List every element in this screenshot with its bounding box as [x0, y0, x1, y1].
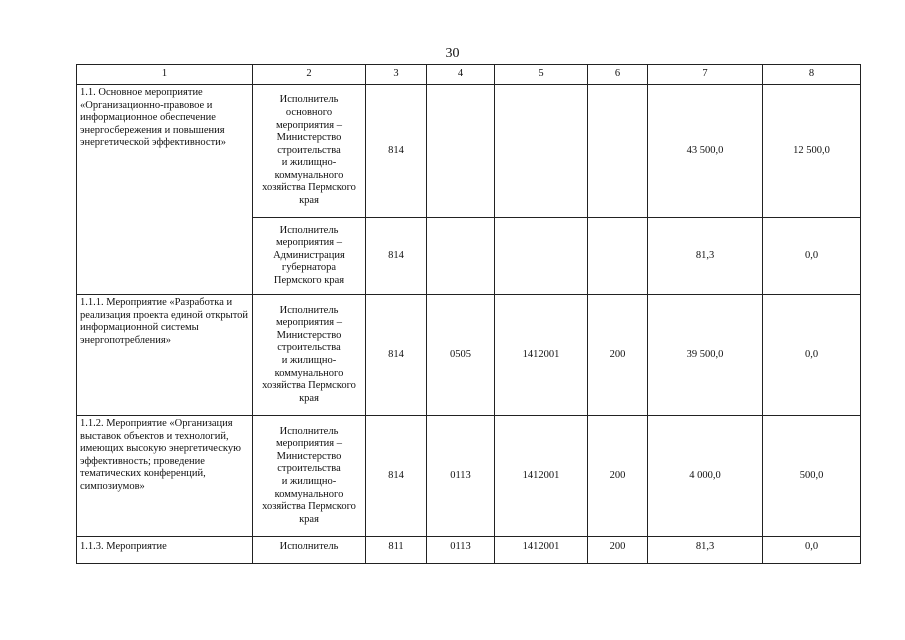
budget-table	[76, 64, 861, 564]
amount-cell: 81,3	[648, 537, 763, 564]
table-row	[77, 416, 861, 537]
column-header: 5	[495, 65, 588, 85]
table-header-row	[77, 65, 861, 85]
amount-cell: 0,0	[763, 295, 861, 416]
executor-cell: Исполнитель мероприятия – Министерство строительства и жилищно- коммунального хозяйства Пермского края	[253, 416, 366, 537]
expense-type-cell: 200	[588, 537, 648, 564]
amount-cell: 4 000,0	[648, 416, 763, 537]
table-row	[77, 537, 861, 564]
table-row	[77, 85, 861, 218]
amount-cell: 500,0	[763, 416, 861, 537]
code-cell: 814	[366, 416, 427, 537]
code-cell: 814	[366, 85, 427, 218]
amount-cell: 0,0	[763, 218, 861, 295]
column-header: 2	[253, 65, 366, 85]
target-item-cell	[495, 85, 588, 218]
target-item-cell: 1412001	[495, 295, 588, 416]
code-cell: 811	[366, 537, 427, 564]
section-cell	[427, 218, 495, 295]
target-item-cell	[495, 218, 588, 295]
amount-cell: 43 500,0	[648, 85, 763, 218]
expense-type-cell	[588, 85, 648, 218]
amount-cell: 0,0	[763, 537, 861, 564]
expense-type-cell: 200	[588, 416, 648, 537]
section-cell: 0505	[427, 295, 495, 416]
target-item-cell: 1412001	[495, 537, 588, 564]
activity-name-cell: 1.1.3. Мероприятие	[77, 537, 253, 564]
page-number: 30	[445, 46, 460, 61]
section-cell: 0113	[427, 416, 495, 537]
table-row	[77, 295, 861, 416]
column-header: 4	[427, 65, 495, 85]
executor-cell: Исполнитель мероприятия – Администрация губернатора Пермского края	[253, 218, 366, 295]
activity-name-cell: 1.1.2. Мероприятие «Организация выставок объектов и технологий, имеющих высокую энергетическую эффективность; проведение тематических конференций, симпозиумов»	[77, 416, 253, 537]
executor-cell: Исполнитель основного мероприятия – Министерство строительства и жилищно- коммунального хозяйства Пермского края	[253, 85, 366, 218]
column-header: 8	[763, 65, 861, 85]
expense-type-cell	[588, 218, 648, 295]
executor-cell: Исполнитель	[253, 537, 366, 564]
column-header: 1	[77, 65, 253, 85]
expense-type-cell: 200	[588, 295, 648, 416]
amount-cell: 39 500,0	[648, 295, 763, 416]
column-header: 7	[648, 65, 763, 85]
section-cell: 0113	[427, 537, 495, 564]
activity-name-cell: 1.1.1. Мероприятие «Разработка и реализация проекта единой открытой информационной системы энергопотребления»	[77, 295, 253, 416]
target-item-cell: 1412001	[495, 416, 588, 537]
executor-cell: Исполнитель мероприятия – Министерство строительства и жилищно- коммунального хозяйства Пермского края	[253, 295, 366, 416]
section-cell	[427, 85, 495, 218]
activity-name-cell: 1.1. Основное мероприятие «Организационно-правовое и информационное обеспечение энергосбережения и повышения энергетической эффективности»	[77, 85, 253, 295]
code-cell: 814	[366, 218, 427, 295]
column-header: 3	[366, 65, 427, 85]
amount-cell: 81,3	[648, 218, 763, 295]
column-header: 6	[588, 65, 648, 85]
code-cell: 814	[366, 295, 427, 416]
amount-cell: 12 500,0	[763, 85, 861, 218]
